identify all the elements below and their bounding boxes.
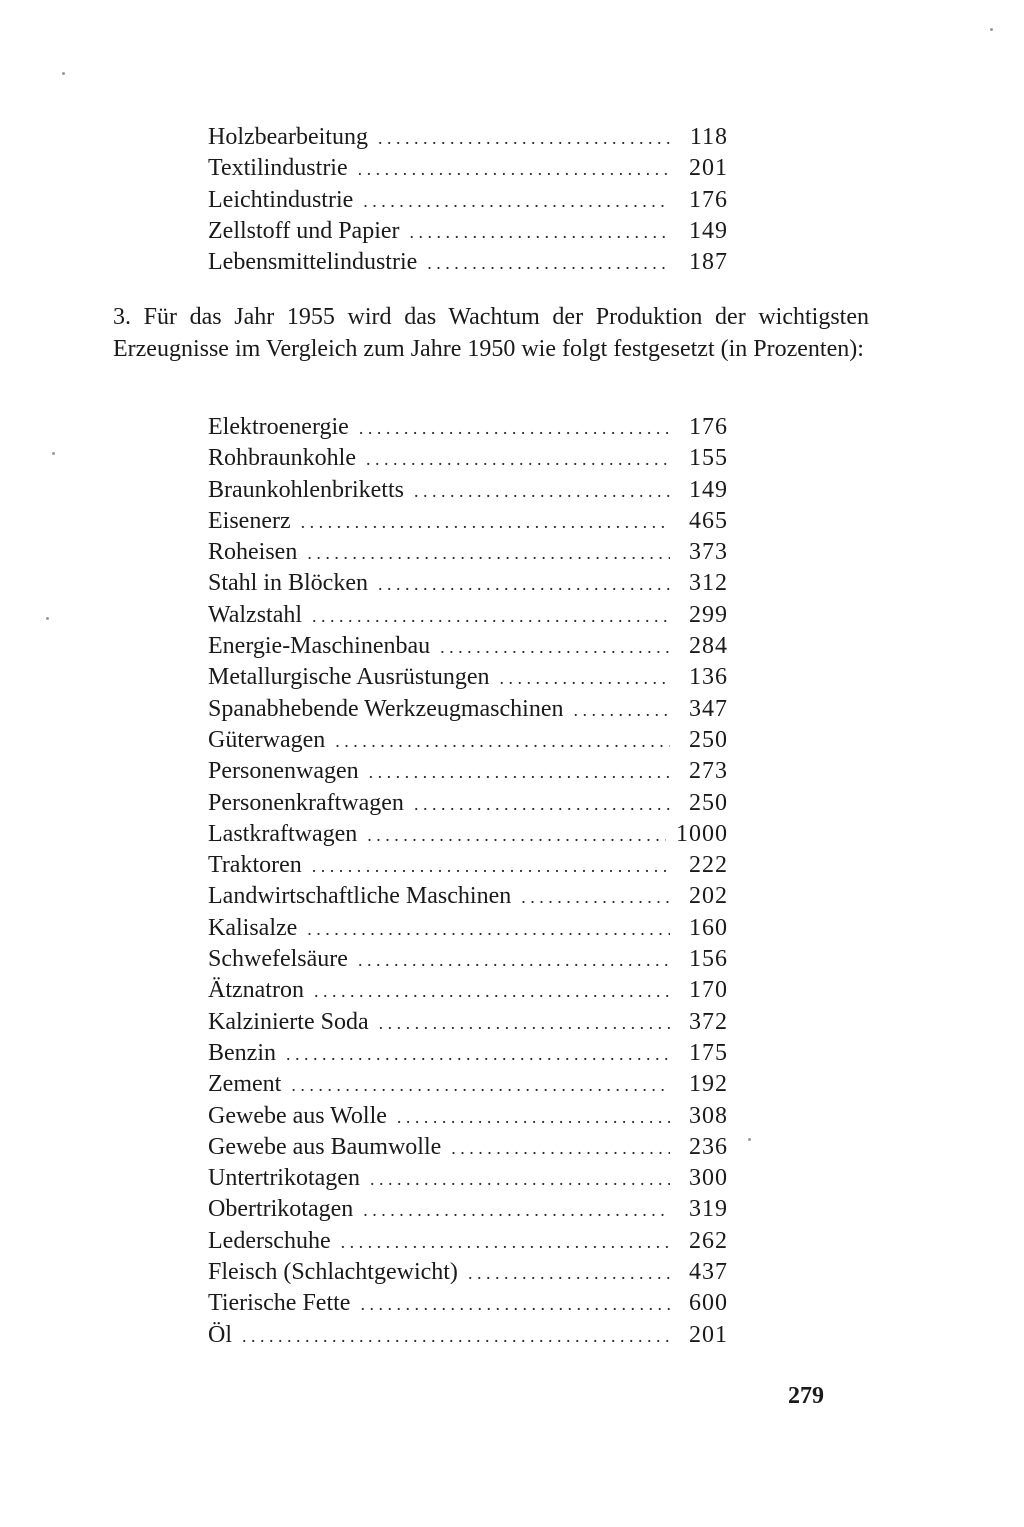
item-label: Stahl in Blöcken xyxy=(208,570,368,597)
item-label: Benzin xyxy=(208,1039,276,1066)
dot-leader xyxy=(500,663,670,694)
dot-leader xyxy=(369,757,670,788)
item-label: Zement xyxy=(208,1071,282,1098)
item-value: 347 xyxy=(689,695,728,722)
dot-leader xyxy=(312,601,670,632)
item-label: Leichtindustrie xyxy=(208,186,354,213)
dot-leader xyxy=(286,1039,670,1070)
item-value: 202 xyxy=(689,883,728,910)
item-label: Energie-Maschinenbau xyxy=(208,633,431,660)
dot-leader xyxy=(291,1070,670,1101)
item-label: Kalzinierte Soda xyxy=(208,1008,369,1035)
dot-leader xyxy=(451,1133,670,1164)
list-item xyxy=(208,1194,728,1225)
item-label: Obertrikotagen xyxy=(208,1196,354,1223)
dot-leader xyxy=(335,726,670,757)
item-label: Landwirtschaftliche Maschinen xyxy=(208,883,512,910)
list-item xyxy=(208,694,728,725)
product-growth-list xyxy=(208,412,728,1351)
scan-speck xyxy=(990,28,993,31)
list-item xyxy=(208,944,728,975)
item-value: 465 xyxy=(689,507,728,534)
list-item xyxy=(208,537,728,568)
dot-leader xyxy=(366,444,670,475)
item-label: Personenwagen xyxy=(208,758,359,785)
section-paragraph: 3. Für das Jahr 1955 wird das Wachtum der Produktion der wichtigsten Erzeugnisse im Vergleich zum Jahre 1950 wie folgt festgesetzt (in Prozenten): xyxy=(113,304,869,362)
item-value: 250 xyxy=(689,726,728,753)
dot-leader xyxy=(440,632,670,663)
item-value: 156 xyxy=(689,946,728,973)
item-value: 222 xyxy=(689,852,728,879)
item-value: 170 xyxy=(689,977,728,1004)
item-label: Gewebe aus Baumwolle xyxy=(208,1133,442,1160)
dot-leader xyxy=(397,1102,670,1133)
dot-leader xyxy=(358,945,670,976)
list-item xyxy=(208,122,728,153)
list-item xyxy=(208,1320,728,1351)
dot-leader xyxy=(574,695,671,726)
item-value: 118 xyxy=(689,124,728,150)
item-value: 372 xyxy=(689,1008,728,1035)
item-value: 600 xyxy=(689,1290,728,1317)
dot-leader xyxy=(363,1195,670,1226)
item-label: Textilindustrie xyxy=(208,155,348,182)
item-value: 149 xyxy=(689,217,728,244)
list-item xyxy=(208,216,728,247)
item-label: Roheisen xyxy=(208,539,298,566)
scan-speck xyxy=(62,72,65,75)
dot-leader xyxy=(521,882,670,913)
item-value: 155 xyxy=(689,445,728,472)
item-value: 149 xyxy=(689,476,728,503)
dot-leader xyxy=(378,123,670,154)
item-label: Spanabhebende Werkzeugmaschinen xyxy=(208,695,564,722)
dot-leader xyxy=(301,507,670,538)
list-item xyxy=(208,1226,728,1257)
item-label: Kalisalze xyxy=(208,914,298,941)
list-item xyxy=(208,881,728,912)
dot-leader xyxy=(367,820,666,851)
list-item xyxy=(208,506,728,537)
dot-leader xyxy=(314,976,670,1007)
dot-leader xyxy=(307,538,670,569)
scan-speck xyxy=(46,617,49,620)
item-label: Lebensmittelindustrie xyxy=(208,249,418,276)
dot-leader xyxy=(370,1164,670,1195)
list-item xyxy=(208,1163,728,1194)
item-label: Ätznatron xyxy=(208,977,304,1004)
dot-leader xyxy=(312,851,670,882)
item-label: Walzstahl xyxy=(208,601,303,628)
list-item xyxy=(208,1288,728,1319)
item-value: 299 xyxy=(689,601,728,628)
dot-leader xyxy=(414,789,670,820)
list-item xyxy=(208,913,728,944)
item-value: 1000 xyxy=(676,820,728,847)
item-value: 308 xyxy=(689,1102,728,1129)
list-item xyxy=(208,631,728,662)
item-value: 236 xyxy=(689,1133,728,1160)
item-value: 136 xyxy=(689,664,728,691)
item-label: Elektroenergie xyxy=(208,414,349,440)
list-item xyxy=(208,1101,728,1132)
list-item xyxy=(208,975,728,1006)
dot-leader xyxy=(360,1289,670,1320)
item-label: Personenkraftwagen xyxy=(208,789,404,816)
dot-leader xyxy=(242,1321,670,1352)
item-value: 187 xyxy=(689,249,728,276)
item-value: 273 xyxy=(689,758,728,785)
dot-leader xyxy=(414,476,670,507)
list-item xyxy=(208,1257,728,1288)
item-label: Metallurgische Ausrüstungen xyxy=(208,664,490,691)
item-label: Traktoren xyxy=(208,852,302,879)
item-label: Tierische Fette xyxy=(208,1290,351,1317)
item-label: Eisenerz xyxy=(208,507,291,534)
item-label: Öl xyxy=(208,1321,232,1348)
scan-speck xyxy=(748,1138,751,1141)
list-item xyxy=(208,725,728,756)
list-item xyxy=(208,600,728,631)
dot-leader xyxy=(307,914,670,945)
item-value: 262 xyxy=(689,1227,728,1254)
list-item xyxy=(208,819,728,850)
item-value: 176 xyxy=(689,186,728,213)
list-item xyxy=(208,1069,728,1100)
list-item xyxy=(208,185,728,216)
dot-leader xyxy=(359,413,670,444)
list-item xyxy=(208,247,728,278)
item-label: Fleisch (Schlachtgewicht) xyxy=(208,1259,458,1286)
list-item xyxy=(208,850,728,881)
item-value: 250 xyxy=(689,789,728,816)
list-item xyxy=(208,788,728,819)
item-label: Braunkohlenbriketts xyxy=(208,476,404,503)
item-value: 176 xyxy=(689,414,728,440)
list-item xyxy=(208,412,728,443)
dot-leader xyxy=(379,1008,670,1039)
dot-leader xyxy=(341,1227,670,1258)
dot-leader xyxy=(427,248,670,279)
page-number: 279 xyxy=(788,1383,824,1409)
item-label: Schwefelsäure xyxy=(208,946,348,973)
item-label: Rohbraunkohle xyxy=(208,445,356,472)
item-value: 192 xyxy=(689,1071,728,1098)
item-value: 175 xyxy=(689,1039,728,1066)
list-item xyxy=(208,475,728,506)
list-item xyxy=(208,756,728,787)
dot-leader xyxy=(410,217,670,248)
dot-leader xyxy=(468,1258,670,1289)
scan-speck xyxy=(52,452,55,455)
item-value: 312 xyxy=(689,570,728,597)
item-value: 300 xyxy=(689,1165,728,1192)
list-item xyxy=(208,443,728,474)
list-item xyxy=(208,1038,728,1069)
item-label: Holzbearbeitung xyxy=(208,124,368,150)
dot-leader xyxy=(363,186,670,217)
list-item xyxy=(208,1132,728,1163)
item-label: Lastkraftwagen xyxy=(208,820,358,847)
item-label: Zellstoff und Papier xyxy=(208,217,400,244)
item-value: 201 xyxy=(689,155,728,182)
item-label: Gewebe aus Wolle xyxy=(208,1102,387,1129)
item-value: 160 xyxy=(689,914,728,941)
dot-leader xyxy=(378,569,670,600)
list-item xyxy=(208,1007,728,1038)
list-item xyxy=(208,153,728,184)
list-item xyxy=(208,568,728,599)
item-value: 373 xyxy=(689,539,728,566)
item-value: 437 xyxy=(689,1259,728,1286)
item-value: 319 xyxy=(689,1196,728,1223)
item-label: Untertrikotagen xyxy=(208,1165,360,1192)
item-value: 201 xyxy=(689,1321,728,1348)
item-label: Lederschuhe xyxy=(208,1227,331,1254)
list-item xyxy=(208,662,728,693)
item-label: Güterwagen xyxy=(208,726,326,753)
dot-leader xyxy=(358,154,670,185)
item-value: 284 xyxy=(689,633,728,660)
industry-growth-list xyxy=(208,122,728,278)
